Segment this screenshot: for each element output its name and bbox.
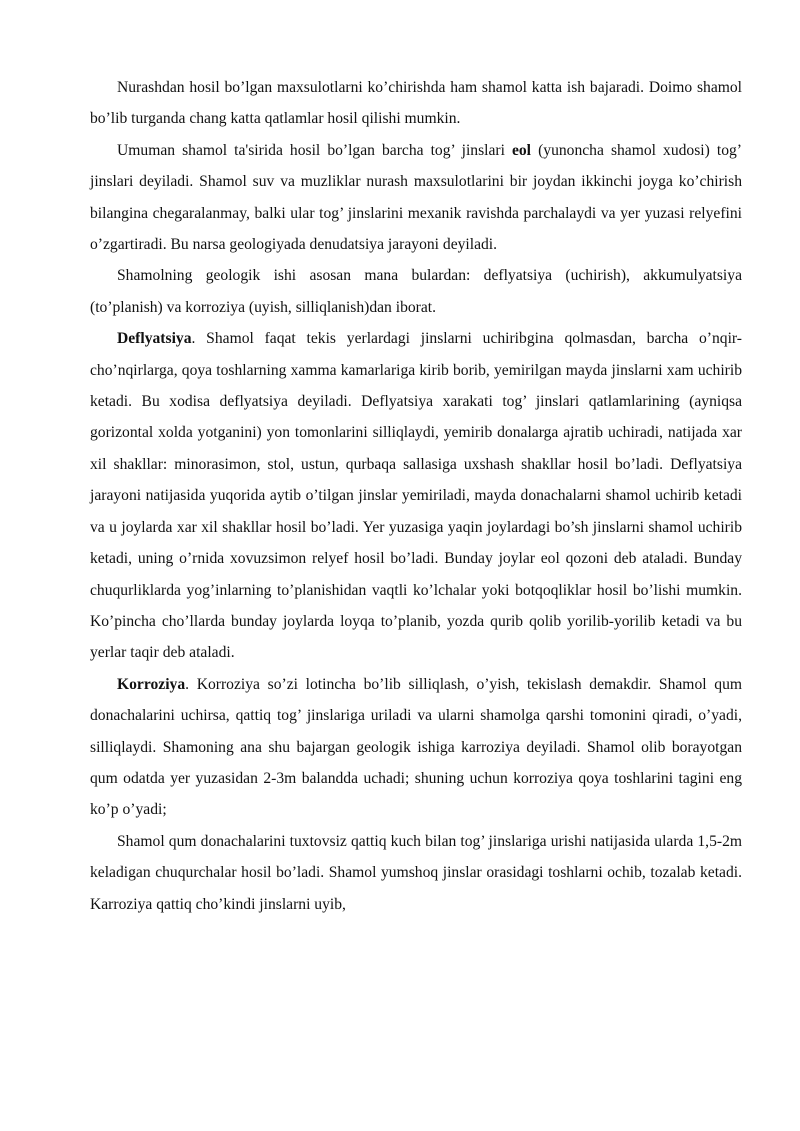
paragraph-deflation bbox=[90, 323, 742, 668]
term-korroziya: Korroziya bbox=[117, 675, 186, 693]
paragraph-corrosion bbox=[90, 669, 742, 826]
paragraph-text: Shamolning geologik ishi asosan mana bulardan: deflyatsiya (uchirish), akkumulyatsiya (to’planish) va korroziya (uyish, silliqlanish)dan iborat. bbox=[90, 267, 742, 316]
term-deflyatsiya: Deflyatsiya bbox=[117, 330, 192, 348]
paragraph-text-after: . Shamol faqat tekis yerlardagi jinslarni uchiribgina qolmasdan, barcha o’nqir-cho’nqirlarga, qoya toshlarning xamma kamarlariga kirib borib, yemirilgan mayda jinslarni xam uchirib ketadi. Bu xodisa deflyatsiya deyiladi. Deflyatsiya xarakati tog’ jinslari qatlamlarining (ayniqsa gorizontal xolda yotganini) yon tomonlarini silliqlaydi, yemirib donalarga ajratib uchiradi, natijada xar xil shakllar: minorasimon, stol, ustun, qurbaqa sallasiga uxshash shakllar hosil bo’ladi. Deflyatsiya jarayoni natijasida yuqorida aytib o’tilgan jinslar yemiriladi, mayda donachalarni shamol uchirib ketadi va u joylarda xar xil shakllar hosil bo’ladi. Yer yuzasiga yaqin joylardagi bo’sh jinslarni shamol uchirib ketadi, uning o’rnida xovuzsimon relyef hosil bo’ladi. Bunday joylar eol qozoni deb ataladi. Bunday chuqurliklarda yog’inlarning to’planishidan vaqtli ko’lchalar yoki botqoqliklar hosil bo’lishi mumkin. Ko’pincha cho’llarda bunday joylarda loyqa to’planib, yozda qurib qolib yorilib-yorilib ketadi va bu yerlar taqir deb ataladi. bbox=[90, 330, 742, 662]
document-page bbox=[90, 72, 742, 920]
paragraph-geologic-work bbox=[90, 260, 742, 323]
paragraph-text: Nurashdan hosil bo’lgan maxsulotlarni ko’chirishda ham shamol katta ish bajaradi. Doimo shamol bo’lib turganda chang katta qatlamlar hosil qilishi mumkin. bbox=[90, 79, 742, 128]
paragraph-text-before: Umuman shamol ta'sirida hosil bo’lgan barcha tog’ jinslari bbox=[117, 141, 512, 159]
paragraph-intro bbox=[90, 72, 742, 135]
paragraph-text: Shamol qum donachalarini tuxtovsiz qattiq kuch bilan tog’ jinslariga urishi natijasida ularda 1,5-2m keladigan chuqurchalar hosil bo’ladi. Shamol yumshoq jinslar orasidagi toshlarni ochib, tozalab ketadi. Karroziya qattiq cho’kindi jinslarni uyib, bbox=[90, 832, 742, 913]
paragraph-text-after: . Korroziya so’zi lotincha bo’lib silliqlash, o’yish, tekislash demakdir. Shamol qum donachalarini uchirsa, qattiq tog’ jinslariga uriladi va ularni shamolga qarshi tomonini qiradi, o’yadi, silliqlaydi. Shamoning ana shu bajargan geologik ishiga karroziya deyiladi. Shamol olib borayotgan qum odatda yer yuzasidan 2-3m balandda uchadi; shuning uchun korroziya qoya toshlarini tagini eng ko’p o’yadi; bbox=[90, 675, 742, 819]
paragraph-sand-impact bbox=[90, 826, 742, 920]
paragraph-eol bbox=[90, 135, 742, 261]
paragraph-text-after: (yunoncha shamol xudosi) tog’ jinslari deyiladi. Shamol suv va muzliklar nurash maxsulotlarini bir joydan ikkinchi joyga ko’chirish bilangina chegaralanmay, balki ular tog’ jinslarini mexanik ravishda parchalaydi va yer yuzasi relyefini o’zgartiradi. Bu narsa geologiyada denudatsiya jarayoni deyiladi. bbox=[90, 141, 742, 254]
term-eol: eol bbox=[511, 141, 532, 159]
